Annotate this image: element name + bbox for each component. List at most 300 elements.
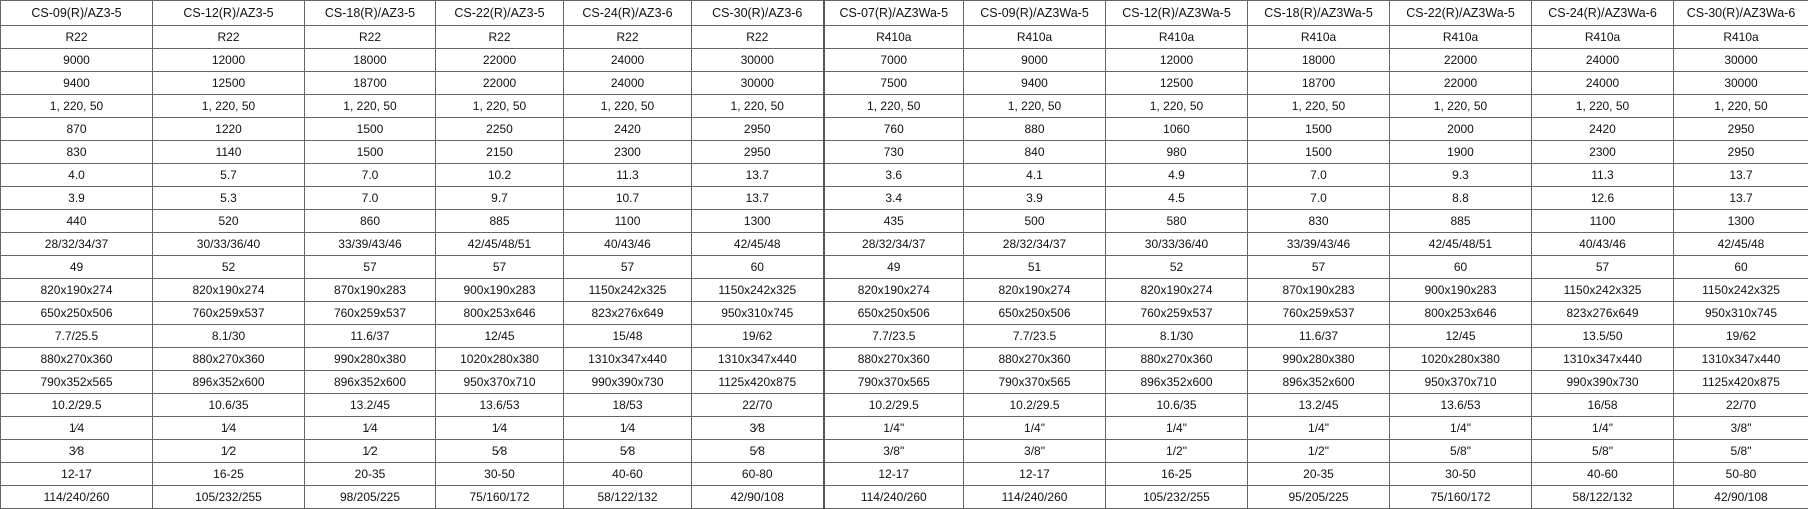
table-cell: 870 — [1, 118, 153, 141]
table-cell: 10.2 — [436, 164, 564, 187]
table-cell: 1, 220, 50 — [1674, 95, 1808, 118]
table-cell: 880 — [964, 118, 1106, 141]
table-cell: 40-60 — [564, 463, 692, 486]
table-cell: 5/8" — [1532, 440, 1674, 463]
table-cell: 60 — [692, 256, 824, 279]
table-cell: 9.3 — [1390, 164, 1532, 187]
table-cell: 114/240/260 — [824, 486, 964, 509]
table-cell: 790x370x565 — [964, 371, 1106, 394]
table-cell: 950x310x745 — [692, 302, 824, 325]
table-cell: 980 — [1106, 141, 1248, 164]
table-cell: 650x250x506 — [964, 302, 1106, 325]
table-cell: 1100 — [1532, 210, 1674, 233]
table-cell: 8.1/30 — [153, 325, 305, 348]
table-cell: 1150x242x325 — [564, 279, 692, 302]
column-header: CS-12(R)/AZ3Wa-5 — [1106, 1, 1248, 26]
column-header: CS-07(R)/AZ3Wa-5 — [824, 1, 964, 26]
table-cell: 2420 — [564, 118, 692, 141]
table-cell: 28/32/34/37 — [1, 233, 153, 256]
table-cell: 22000 — [436, 72, 564, 95]
table-cell: 10.6/35 — [153, 394, 305, 417]
table-cell: 11.6/37 — [305, 325, 436, 348]
table-cell: 30000 — [1674, 72, 1808, 95]
table-cell: 13.5/50 — [1532, 325, 1674, 348]
table-cell: 5/8" — [1390, 440, 1532, 463]
table-row — [1, 210, 1808, 233]
table-cell: 1125x420x875 — [692, 371, 824, 394]
table-cell: 42/90/108 — [692, 486, 824, 509]
table-cell: 11.3 — [564, 164, 692, 187]
table-cell: 16-25 — [153, 463, 305, 486]
table-cell: R22 — [305, 26, 436, 49]
table-cell: 7.7/23.5 — [824, 325, 964, 348]
table-cell: 22000 — [1390, 72, 1532, 95]
table-cell: 18700 — [1248, 72, 1390, 95]
table-cell: 1100 — [564, 210, 692, 233]
table-cell: 1/4" — [1532, 417, 1674, 440]
table-cell: 49 — [824, 256, 964, 279]
table-cell: 3.6 — [824, 164, 964, 187]
table-cell: 30-50 — [1390, 463, 1532, 486]
table-cell: 42/45/48 — [1674, 233, 1808, 256]
column-header: CS-09(R)/AZ3Wa-5 — [964, 1, 1106, 26]
table-cell: 730 — [824, 141, 964, 164]
table-cell: 1500 — [305, 141, 436, 164]
table-cell: 823x276x649 — [1532, 302, 1674, 325]
table-cell: 820x190x274 — [824, 279, 964, 302]
table-cell: 760x259x537 — [1106, 302, 1248, 325]
table-cell: 13.6/53 — [1390, 394, 1532, 417]
table-cell: 830 — [1248, 210, 1390, 233]
table-cell: R410a — [1390, 26, 1532, 49]
table-cell: 22000 — [1390, 49, 1532, 72]
table-cell: 2250 — [436, 118, 564, 141]
table-cell: 114/240/260 — [964, 486, 1106, 509]
table-cell: 13.2/45 — [1248, 394, 1390, 417]
table-cell: 900x190x283 — [1390, 279, 1532, 302]
table-cell: 98/205/225 — [305, 486, 436, 509]
table-cell: 1150x242x325 — [1674, 279, 1808, 302]
column-header: CS-24(R)/AZ3Wa-6 — [1532, 1, 1674, 26]
table-cell: 11.3 — [1532, 164, 1674, 187]
table-cell: 880x270x360 — [1106, 348, 1248, 371]
table-cell: 3.4 — [824, 187, 964, 210]
table-cell: 57 — [436, 256, 564, 279]
table-cell: 820x190x274 — [1, 279, 153, 302]
table-cell: R22 — [1, 26, 153, 49]
table-cell: 520 — [153, 210, 305, 233]
table-cell: 57 — [305, 256, 436, 279]
table-cell: 2000 — [1390, 118, 1532, 141]
table-cell: 1500 — [1248, 118, 1390, 141]
table-cell: 5⁄8 — [692, 440, 824, 463]
table-cell: 3/8" — [824, 440, 964, 463]
table-cell: 870x190x283 — [1248, 279, 1390, 302]
column-header: CS-30(R)/AZ3-6 — [692, 1, 824, 26]
table-cell: 114/240/260 — [1, 486, 153, 509]
table-cell: 1/4" — [964, 417, 1106, 440]
table-cell: 12-17 — [824, 463, 964, 486]
column-header: CS-30(R)/AZ3Wa-6 — [1674, 1, 1808, 26]
table-cell: 1, 220, 50 — [564, 95, 692, 118]
table-cell: R410a — [964, 26, 1106, 49]
table-cell: 1, 220, 50 — [964, 95, 1106, 118]
table-cell: 896x352x600 — [153, 371, 305, 394]
table-cell: 75/160/172 — [436, 486, 564, 509]
table-cell: 896x352x600 — [1106, 371, 1248, 394]
table-cell: 12500 — [153, 72, 305, 95]
table-cell: 18000 — [305, 49, 436, 72]
table-cell: 5.7 — [153, 164, 305, 187]
table-cell: 1020x280x380 — [1390, 348, 1532, 371]
table-cell: 7.7/25.5 — [1, 325, 153, 348]
table-cell: 7.0 — [1248, 164, 1390, 187]
table-cell: 1, 220, 50 — [692, 95, 824, 118]
table-cell: 75/160/172 — [1390, 486, 1532, 509]
table-cell: 8.1/30 — [1106, 325, 1248, 348]
table-cell: 5/8" — [1674, 440, 1808, 463]
table-cell: 3⁄8 — [1, 440, 153, 463]
table-cell: R410a — [1532, 26, 1674, 49]
table-row — [1, 417, 1808, 440]
table-cell: 7000 — [824, 49, 964, 72]
table-cell: 50-80 — [1674, 463, 1808, 486]
table-cell: 10.2/29.5 — [1, 394, 153, 417]
header-row — [1, 1, 1808, 26]
table-cell: 28/32/34/37 — [824, 233, 964, 256]
table-cell: 19/62 — [1674, 325, 1808, 348]
table-cell: 28/32/34/37 — [964, 233, 1106, 256]
table-cell: R410a — [1674, 26, 1808, 49]
table-cell: 15/48 — [564, 325, 692, 348]
table-cell: 95/205/225 — [1248, 486, 1390, 509]
table-cell: 12-17 — [1, 463, 153, 486]
table-row — [1, 141, 1808, 164]
table-cell: 57 — [1532, 256, 1674, 279]
table-cell: 20-35 — [305, 463, 436, 486]
table-cell: 760x259x537 — [305, 302, 436, 325]
table-cell: 22/70 — [692, 394, 824, 417]
table-cell: 13.7 — [1674, 164, 1808, 187]
table-cell: 4.5 — [1106, 187, 1248, 210]
table-cell: 11.6/37 — [1248, 325, 1390, 348]
table-cell: 3/8" — [964, 440, 1106, 463]
table-cell: 13.7 — [692, 164, 824, 187]
table-cell: R22 — [564, 26, 692, 49]
table-cell: 22/70 — [1674, 394, 1808, 417]
table-cell: 1020x280x380 — [436, 348, 564, 371]
table-cell: 12/45 — [1390, 325, 1532, 348]
table-cell: 500 — [964, 210, 1106, 233]
table-cell: 2420 — [1532, 118, 1674, 141]
table-cell: 24000 — [1532, 72, 1674, 95]
table-cell: 2300 — [1532, 141, 1674, 164]
table-cell: 33/39/43/46 — [1248, 233, 1390, 256]
table-cell: 1150x242x325 — [692, 279, 824, 302]
table-cell: 52 — [153, 256, 305, 279]
table-cell: 40-60 — [1532, 463, 1674, 486]
table-row — [1, 233, 1808, 256]
table-cell: 18/53 — [564, 394, 692, 417]
table-row — [1, 371, 1808, 394]
table-cell: 1, 220, 50 — [824, 95, 964, 118]
table-row — [1, 463, 1808, 486]
table-cell: 1⁄4 — [564, 417, 692, 440]
table-cell: 9400 — [1, 72, 153, 95]
table-cell: 30000 — [692, 72, 824, 95]
table-cell: 1, 220, 50 — [153, 95, 305, 118]
table-cell: 3/8" — [1674, 417, 1808, 440]
table-cell: 1, 220, 50 — [1532, 95, 1674, 118]
table-cell: 42/90/108 — [1674, 486, 1808, 509]
table-row — [1, 49, 1808, 72]
table-cell: 1, 220, 50 — [1, 95, 153, 118]
table-cell: 885 — [1390, 210, 1532, 233]
table-cell: 52 — [1106, 256, 1248, 279]
table-cell: 1900 — [1390, 141, 1532, 164]
table-cell: 40/43/46 — [564, 233, 692, 256]
table-cell: 800x253x646 — [1390, 302, 1532, 325]
table-cell: 820x190x274 — [964, 279, 1106, 302]
table-cell: 870x190x283 — [305, 279, 436, 302]
table-cell: 1, 220, 50 — [1248, 95, 1390, 118]
table-cell: 1300 — [1674, 210, 1808, 233]
table-cell: 1/4" — [1390, 417, 1532, 440]
table-cell: 790x370x565 — [824, 371, 964, 394]
table-cell: 3.9 — [964, 187, 1106, 210]
table-cell: 950x310x745 — [1674, 302, 1808, 325]
table-row — [1, 394, 1808, 417]
table-cell: 950x370x710 — [436, 371, 564, 394]
table-cell: 1140 — [153, 141, 305, 164]
table-cell: 1, 220, 50 — [1106, 95, 1248, 118]
table-cell: 9000 — [1, 49, 153, 72]
table-cell: 9000 — [964, 49, 1106, 72]
table-cell: 10.6/35 — [1106, 394, 1248, 417]
table-cell: 4.1 — [964, 164, 1106, 187]
table-cell: 42/45/48/51 — [1390, 233, 1532, 256]
table-cell: 760 — [824, 118, 964, 141]
table-cell: 105/232/255 — [1106, 486, 1248, 509]
table-cell: 7.7/23.5 — [964, 325, 1106, 348]
table-cell: 1⁄4 — [153, 417, 305, 440]
table-cell: 440 — [1, 210, 153, 233]
table-cell: 950x370x710 — [1390, 371, 1532, 394]
table-cell: 2950 — [692, 118, 824, 141]
table-cell: 12.6 — [1532, 187, 1674, 210]
table-cell: 3⁄8 — [692, 417, 824, 440]
table-cell: 4.0 — [1, 164, 153, 187]
table-cell: 12/45 — [436, 325, 564, 348]
column-header: CS-22(R)/AZ3-5 — [436, 1, 564, 26]
table-cell: 990x280x380 — [305, 348, 436, 371]
table-row — [1, 279, 1808, 302]
table-cell: 13.2/45 — [305, 394, 436, 417]
table-cell: 1/2" — [1106, 440, 1248, 463]
table-cell: 830 — [1, 141, 153, 164]
table-cell: 1⁄2 — [305, 440, 436, 463]
table-cell: 12500 — [1106, 72, 1248, 95]
table-cell: 1, 220, 50 — [1390, 95, 1532, 118]
table-cell: 1500 — [305, 118, 436, 141]
table-cell: 860 — [305, 210, 436, 233]
table-cell: 3.9 — [1, 187, 153, 210]
table-cell: 1⁄4 — [1, 417, 153, 440]
table-cell: 580 — [1106, 210, 1248, 233]
table-cell: 9400 — [964, 72, 1106, 95]
table-row — [1, 164, 1808, 187]
table-cell: 57 — [1248, 256, 1390, 279]
table-cell: 1150x242x325 — [1532, 279, 1674, 302]
table-cell: 900x190x283 — [436, 279, 564, 302]
table-cell: 13.7 — [1674, 187, 1808, 210]
table-cell: 5⁄8 — [564, 440, 692, 463]
table-cell: 33/39/43/46 — [305, 233, 436, 256]
table-row — [1, 256, 1808, 279]
table-cell: 1⁄2 — [153, 440, 305, 463]
table-cell: 13.6/53 — [436, 394, 564, 417]
table-cell: 10.2/29.5 — [964, 394, 1106, 417]
table-cell: 1⁄4 — [436, 417, 564, 440]
table-cell: R22 — [436, 26, 564, 49]
table-cell: 18000 — [1248, 49, 1390, 72]
column-header: CS-09(R)/AZ3-5 — [1, 1, 153, 26]
table-cell: 435 — [824, 210, 964, 233]
table-cell: 2950 — [1674, 118, 1808, 141]
table-cell: 1310x347x440 — [692, 348, 824, 371]
table-cell: 1/2" — [1248, 440, 1390, 463]
table-row — [1, 440, 1808, 463]
table-cell: 990x280x380 — [1248, 348, 1390, 371]
table-cell: 2150 — [436, 141, 564, 164]
table-cell: 1125x420x875 — [1674, 371, 1808, 394]
table-cell: 7.0 — [305, 187, 436, 210]
table-cell: 896x352x600 — [305, 371, 436, 394]
table-row — [1, 118, 1808, 141]
table-cell: 60 — [1674, 256, 1808, 279]
table-cell: 1310x347x440 — [564, 348, 692, 371]
table-cell: 105/232/255 — [153, 486, 305, 509]
table-cell: 30/33/36/40 — [153, 233, 305, 256]
table-row — [1, 348, 1808, 371]
column-header: CS-24(R)/AZ3-6 — [564, 1, 692, 26]
table-cell: 1, 220, 50 — [305, 95, 436, 118]
table-cell: 1/4" — [1248, 417, 1390, 440]
table-cell: 820x190x274 — [153, 279, 305, 302]
table-cell: 60-80 — [692, 463, 824, 486]
table-cell: 30000 — [692, 49, 824, 72]
table-row — [1, 26, 1808, 49]
table-cell: 880x270x360 — [964, 348, 1106, 371]
table-cell: 1500 — [1248, 141, 1390, 164]
table-cell: 880x270x360 — [153, 348, 305, 371]
table-cell: 880x270x360 — [1, 348, 153, 371]
table-cell: 1⁄4 — [305, 417, 436, 440]
table-cell: 12-17 — [964, 463, 1106, 486]
table-cell: 896x352x600 — [1248, 371, 1390, 394]
table-cell: 7.0 — [1248, 187, 1390, 210]
table-cell: 51 — [964, 256, 1106, 279]
table-cell: 60 — [1390, 256, 1532, 279]
table-cell: 885 — [436, 210, 564, 233]
table-cell: 42/45/48 — [692, 233, 824, 256]
table-cell: 990x390x730 — [564, 371, 692, 394]
table-cell: R410a — [824, 26, 964, 49]
table-cell: 5.3 — [153, 187, 305, 210]
table-cell: 24000 — [1532, 49, 1674, 72]
table-cell: 4.9 — [1106, 164, 1248, 187]
table-cell: 12000 — [1106, 49, 1248, 72]
table-cell: 823x276x649 — [564, 302, 692, 325]
table-cell: R22 — [692, 26, 824, 49]
column-header: CS-12(R)/AZ3-5 — [153, 1, 305, 26]
table-cell: 2300 — [564, 141, 692, 164]
table-cell: 650x250x506 — [824, 302, 964, 325]
table-cell: 790x352x565 — [1, 371, 153, 394]
table-cell: 1310x347x440 — [1674, 348, 1808, 371]
table-row — [1, 95, 1808, 118]
table-cell: 1220 — [153, 118, 305, 141]
table-cell: 5⁄8 — [436, 440, 564, 463]
table-cell: 19/62 — [692, 325, 824, 348]
table-cell: 990x390x730 — [1532, 371, 1674, 394]
table-cell: 1310x347x440 — [1532, 348, 1674, 371]
table-cell: 9.7 — [436, 187, 564, 210]
table-cell: 24000 — [564, 49, 692, 72]
table-cell: 1/4" — [1106, 417, 1248, 440]
table-cell: 650x250x506 — [1, 302, 153, 325]
table-cell: 16/58 — [1532, 394, 1674, 417]
table-cell: 58/122/132 — [1532, 486, 1674, 509]
table-cell: 7.0 — [305, 164, 436, 187]
table-cell: 1/4" — [824, 417, 964, 440]
table-cell: 18700 — [305, 72, 436, 95]
table-cell: 42/45/48/51 — [436, 233, 564, 256]
table-cell: 20-35 — [1248, 463, 1390, 486]
table-cell: 2950 — [692, 141, 824, 164]
column-header: CS-18(R)/AZ3Wa-5 — [1248, 1, 1390, 26]
table-cell: 880x270x360 — [824, 348, 964, 371]
table-row — [1, 187, 1808, 210]
table-cell: 49 — [1, 256, 153, 279]
table-row — [1, 72, 1808, 95]
column-header: CS-18(R)/AZ3-5 — [305, 1, 436, 26]
table-cell: 800x253x646 — [436, 302, 564, 325]
table-cell: 760x259x537 — [153, 302, 305, 325]
column-header: CS-22(R)/AZ3Wa-5 — [1390, 1, 1532, 26]
table-cell: 10.2/29.5 — [824, 394, 964, 417]
table-cell: 1, 220, 50 — [436, 95, 564, 118]
table-cell: 30/33/36/40 — [1106, 233, 1248, 256]
table-cell: 57 — [564, 256, 692, 279]
table-cell: 840 — [964, 141, 1106, 164]
table-cell: 24000 — [564, 72, 692, 95]
table-cell: 820x190x274 — [1106, 279, 1248, 302]
table-cell: 16-25 — [1106, 463, 1248, 486]
table-cell: 58/122/132 — [564, 486, 692, 509]
table-cell: 1060 — [1106, 118, 1248, 141]
table-row — [1, 486, 1808, 509]
table-cell: 760x259x537 — [1248, 302, 1390, 325]
table-cell: 7500 — [824, 72, 964, 95]
table-cell: 12000 — [153, 49, 305, 72]
table-cell: 13.7 — [692, 187, 824, 210]
table-row — [1, 325, 1808, 348]
table-cell: R410a — [1248, 26, 1390, 49]
table-body — [1, 26, 1808, 509]
table-cell: R410a — [1106, 26, 1248, 49]
table-row — [1, 302, 1808, 325]
